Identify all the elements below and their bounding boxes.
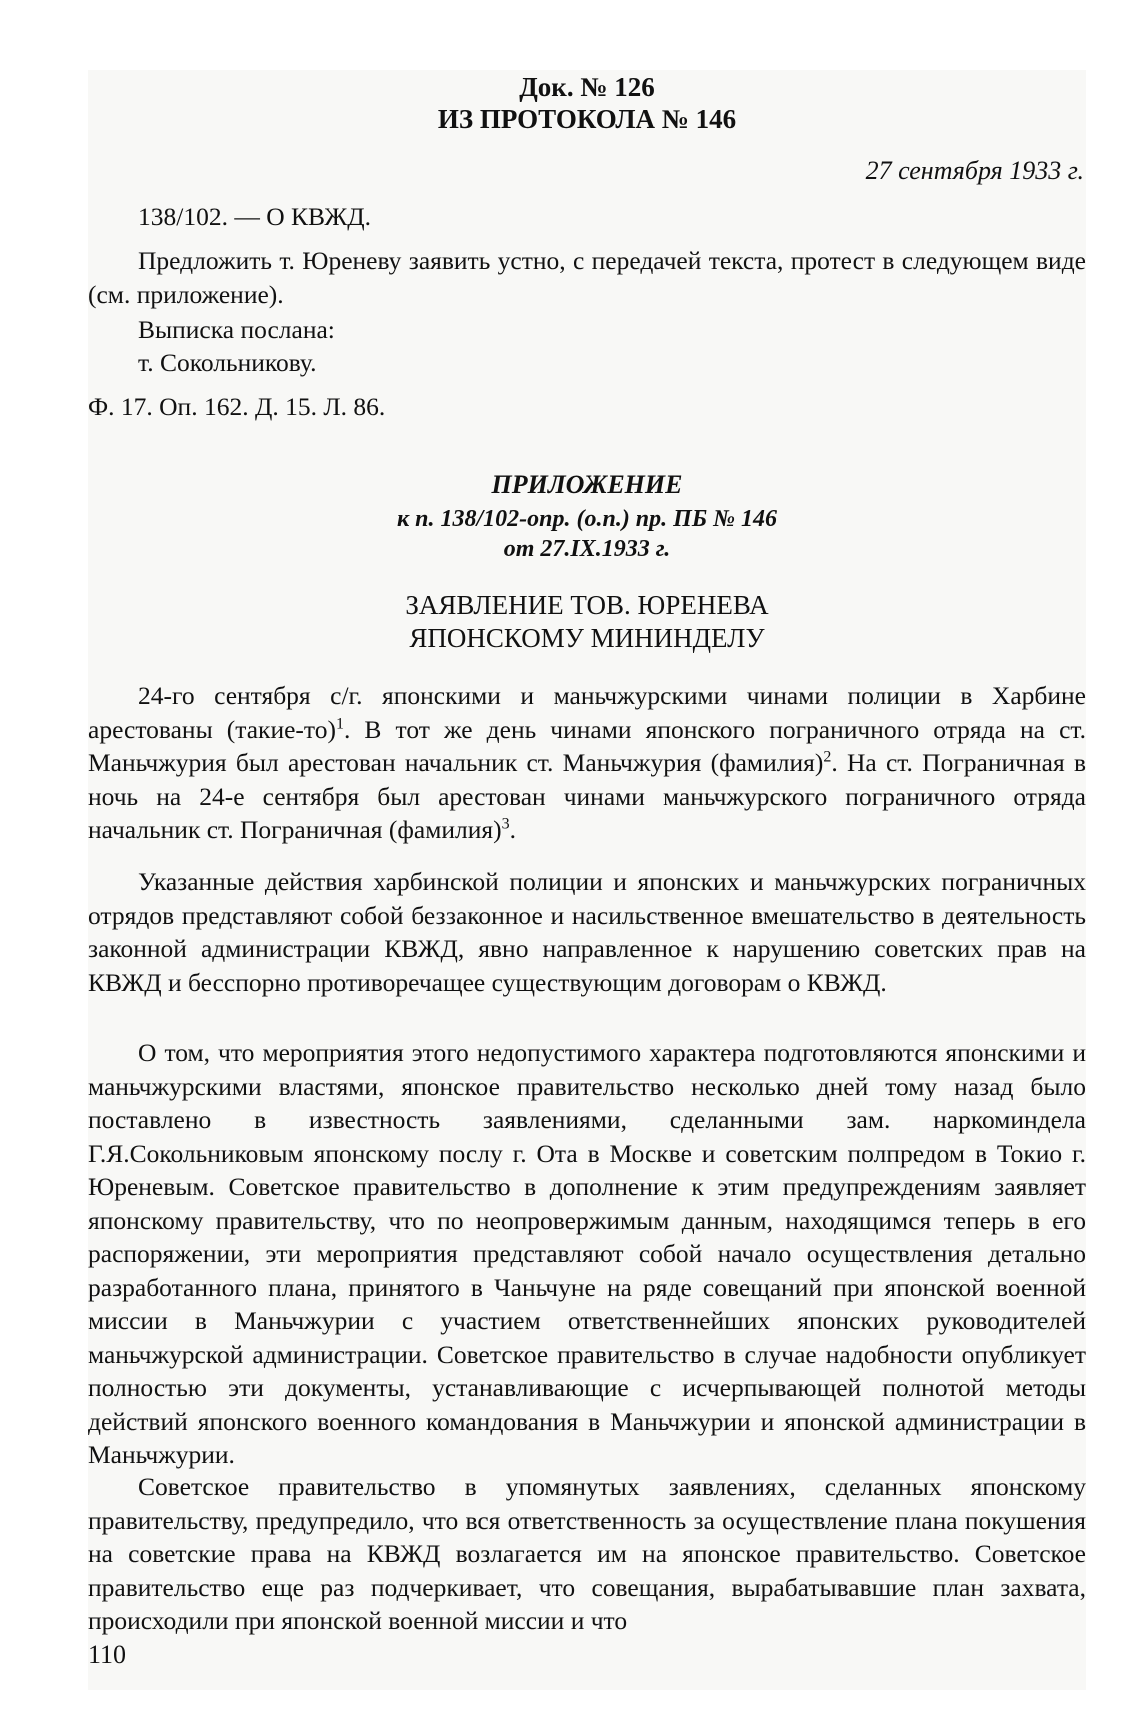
statement-title-1: ЗАЯВЛЕНИЕ ТОВ. ЮРЕНЕВА (405, 590, 769, 620)
decision-text: Предложить т. Юреневу заявить устно, с передачей текста, протест в следующем виде (см. приложение). (88, 246, 1086, 309)
appendix-title: ПРИЛОЖЕНИЕ (491, 470, 683, 499)
document-date: 27 сентября 1933 г. (865, 156, 1084, 185)
footnote-ref-1: 1 (335, 715, 344, 732)
extract-label: Выписка послана: (138, 315, 335, 344)
p1-text-b: . В тот же день чинами японского пограничного отряда на ст. Маньчжурия был арестован начальник ст. Маньчжурия (фамилия) (88, 714, 1086, 777)
decision-item: 138/102. — О КВЖД. (138, 202, 371, 231)
statement-paragraph-4: Советское правительство в упомянутых заявлениях, сделанных японскому правительству, предупредило, что вся ответственность за осуществление плана покушения на советские права на КВЖД возлагается им на японское правительство. Советское правительство еще раз подчеркивает, что совещания, вырабатывавшие план захвата, происходили при японской военной миссии и что (88, 1472, 1086, 1635)
statement-paragraph-1 (88, 679, 1086, 847)
footnote-ref-2: 2 (823, 748, 832, 766)
appendix-reference-2: от 27.IX.1933 г. (503, 536, 671, 562)
extract-recipient: т. Сокольникову. (138, 348, 317, 377)
page-number: 110 (88, 1640, 127, 1669)
p1-text-d: . (509, 815, 516, 844)
p1-text-c: . На ст. Пограничная в ночь на 24-е сентября был арестован чинами маньчжурского пограничного отряда начальник ст. Пограничная (фамилия) (88, 748, 1086, 844)
document-page (88, 70, 1086, 1690)
document-title: ИЗ ПРОТОКОЛА № 146 (437, 104, 737, 134)
appendix-reference-1: к п. 138/102-опр. (о.п.) пр. ПБ № 146 (396, 506, 778, 532)
statement-paragraph-3: О том, что мероприятия этого недопустимого характера подготовляются японскими и маньчжурскими властями, японское правительство несколько дней тому назад было поставлено в известность заявлениями, сделанными зам. наркоминдела Г.Я.Сокольниковым японскому послу г. Ота в Москве и советским полпредом в Токио г. Юреневым. Советское правительство в дополнение к этим предупреждениям заявляет японскому правительству, что по неопровержимым данным, находящимся теперь в его распоряжении, эти мероприятия представляют собой начало осуществления детально разработанного плана, принятого в Чаньчуне на ряде совещаний при японской военной миссии в Маньчжурии с участием ответственнейших японских руководителей маньчжурской администрации. Советское правительство в случае надобности опубликует полностью эти документы, устанавливающие с исчерпывающей полнотой методы действий японского военного командования в Маньчжурии и японской администрации в Маньчжурии. (88, 1038, 1086, 1469)
statement-title-2: ЯПОНСКОМУ МИНИНДЕЛУ (409, 623, 765, 653)
document-number: Док. № 126 (519, 72, 655, 102)
p1-text-a: 24-го сентября с/г. японскими и маньчжурскими чинами полиции в Харбине арестованы (такие-то) (88, 681, 1086, 744)
statement-paragraph-2: Указанные действия харбинской полиции и японских и маньчжурских пограничных отрядов представляют собой беззаконное и насильственное вмешательство в деятельность законной администрации КВЖД, явно направленное к нарушению советских прав на КВЖД и бесспорно противоречащее существующим договорам о КВЖД. (88, 867, 1086, 997)
footnote-ref-3: 3 (501, 815, 510, 833)
archive-source: Ф. 17. Оп. 162. Д. 15. Л. 86. (88, 392, 386, 421)
